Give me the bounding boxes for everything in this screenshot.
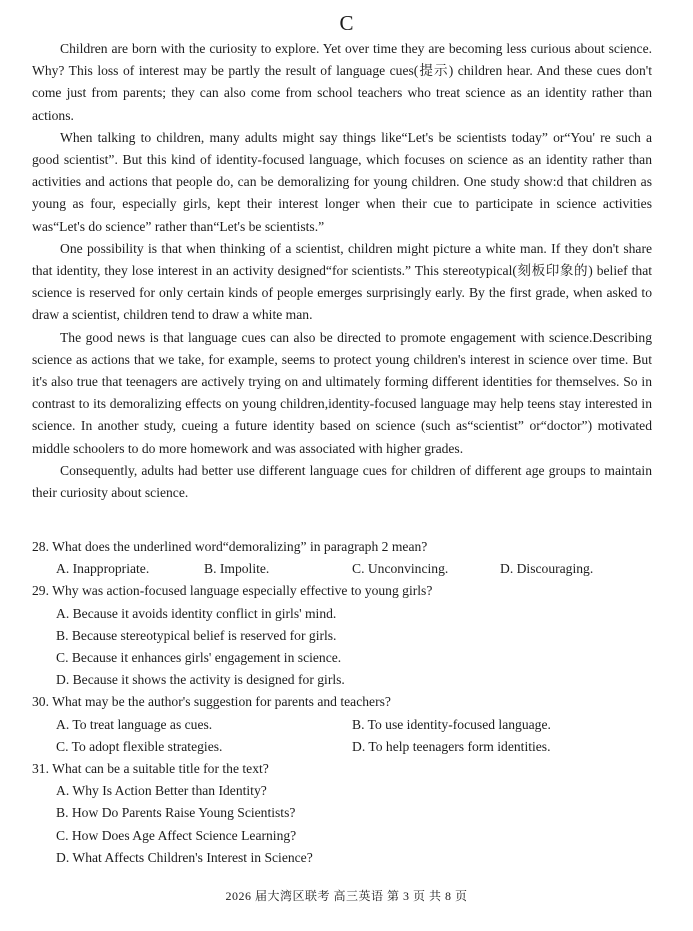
- option-b: B. To use identity-focused language.: [352, 716, 551, 732]
- options-row: [32, 558, 652, 580]
- question-30: [32, 691, 652, 758]
- reading-passage: [32, 38, 652, 504]
- question-28: [32, 536, 652, 580]
- option-d: D. What Affects Children's Interest in Science?: [56, 849, 313, 865]
- paragraph-2: When talking to children, many adults might say things like“Let's be scientists today” or“You' re such a good scientist”. But this kind of identity-focused language, which focuses on science as an identity rather than activities and actions that people do, can be demoralizing for young children. One study show:d that children as young as four, especially girls, kept their interest longer when their cue to participate in science activities was“Let's do science” rather than“Let's be scientists.”: [32, 129, 652, 234]
- option-c: C. To adopt flexible strategies.: [56, 738, 223, 754]
- option-a: A. Inappropriate.: [56, 561, 150, 577]
- section-letter: C: [339, 11, 354, 35]
- option-c: C. How Does Age Affect Science Learning?: [56, 827, 297, 843]
- options-row: [32, 714, 652, 736]
- option-b: B. Because stereotypical belief is reserved for girls.: [56, 627, 337, 643]
- paragraph-4: The good news is that language cues can also be directed to promote engagement with science.Describing science as actions that we take, for example, seems to protect young children's interest in science over time. But it's also true that teenagers are actively trying on and ultimately forming different identities for themselves. So in contrast to its demoralizing effects on young children,identity-focused language may help teens stay interested in science. In another study, cueing a future identity based on science (such as“scientist” or“doctor”) motivated middle schoolers to do more homework and was associated with higher grades.: [32, 329, 652, 456]
- option-a: A. To treat language as cues.: [56, 716, 213, 732]
- question-stem: 30. What may be the author's suggestion for parents and teachers?: [32, 694, 391, 710]
- option-a: A. Why Is Action Better than Identity?: [56, 783, 267, 799]
- page-footer: 2026 届大湾区联考 高三英语 第 3 页 共 8 页: [225, 889, 468, 903]
- options-column: [32, 603, 652, 692]
- option-b: B. How Do Parents Raise Young Scientists?: [56, 805, 296, 821]
- paragraph-5: Consequently, adults had better use different language cues for children of different age groups to maintain their curiosity about science.: [32, 462, 652, 501]
- option-c: C. Because it enhances girls' engagement in science.: [56, 650, 342, 666]
- option-c: C. Unconvincing.: [352, 561, 449, 577]
- question-29: [32, 580, 652, 691]
- option-d: D. Discouraging.: [500, 561, 594, 577]
- option-d: D. Because it shows the activity is designed for girls.: [56, 672, 345, 688]
- question-stem: 31. What can be a suitable title for the text?: [32, 761, 269, 777]
- options-row: [32, 736, 652, 758]
- option-b: B. Impolite.: [204, 561, 270, 577]
- option-d: D. To help teenagers form identities.: [352, 738, 551, 754]
- paragraph-1: Children are born with the curiosity to explore. Yet over time they are becoming less curious about science. Why? This loss of interest may be partly the result of language cues(提示) children hear. And these cues don't come just from parents; they can also come from school teachers who treat science as an identity rather than actions.: [32, 41, 652, 123]
- options-column: [32, 780, 652, 869]
- question-stem: 28. What does the underlined word“demoralizing” in paragraph 2 mean?: [32, 539, 428, 554]
- question-31: [32, 758, 652, 869]
- question-list: [32, 536, 652, 869]
- question-stem: 29. Why was action-focused language especially effective to young girls?: [32, 583, 433, 599]
- paragraph-3: One possibility is that when thinking of a scientist, children might picture a white man. If they don't share that identity, they lose interest in an activity designed“for scientists.” This stereotypical(刻板印象的) belief that science is reserved for only certain kinds of people emerges surprisingly early. By the first grade, when asked to draw a scientist, children tend to draw a white man.: [32, 240, 652, 323]
- option-a: A. Because it avoids identity conflict in girls' mind.: [56, 605, 337, 621]
